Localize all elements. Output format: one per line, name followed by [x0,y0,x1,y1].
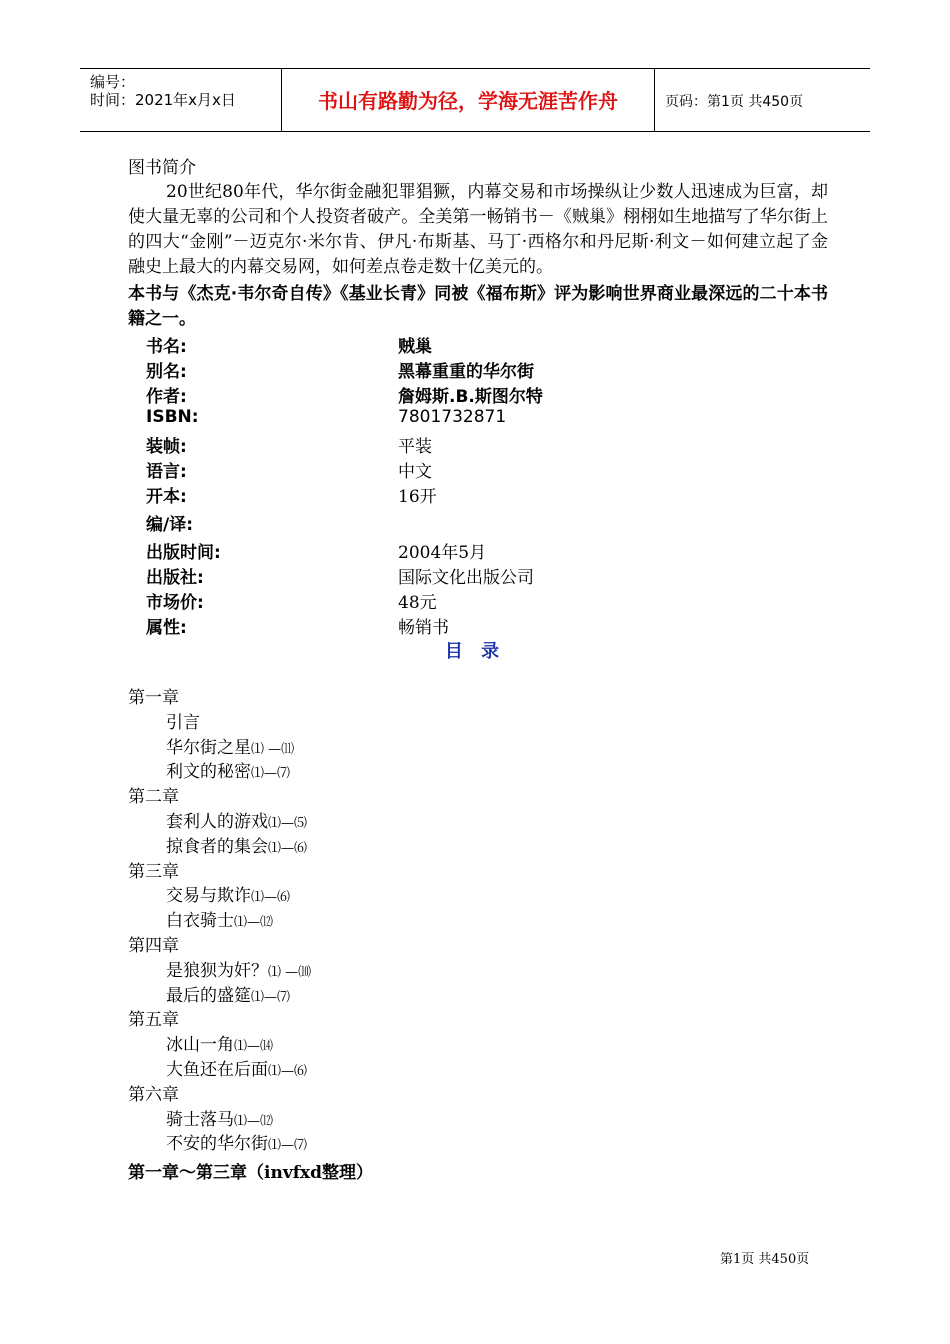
info-label: 装帧: [146,437,187,457]
toc-item-label: 套利人的游戏 [166,811,268,832]
info-value-attribute: 畅销书 [398,618,449,638]
toc-item-label: 掠食者的集会 [166,836,268,857]
info-label: 出版社: [146,568,204,588]
page-header [80,68,870,132]
toc-item-range: ⑴—⑺ [251,766,291,782]
intro-bold-note: 本书与《杰克·韦尔奇自传》《基业长青》同被《福布斯》评为影响世界商业最深远的二十本书籍之一。 [128,284,828,329]
toc-item-range: ⑴—⑹ [268,840,308,856]
header-page-info: 页码：第1页 共450页 [665,94,804,110]
toc-chapter-label: 第五章 [128,1010,179,1031]
toc-item [128,835,311,860]
toc-item-range: ⑴—⑿ [234,915,274,931]
toc-item-range: ⑴ —⑽ [268,964,312,980]
header-page-cell [655,69,870,131]
info-label: 语言: [146,462,187,482]
toc-chapter-label: 第四章 [128,935,179,956]
toc-item-range: ⑴—⑺ [268,1138,308,1154]
toc-item [128,1132,311,1157]
header-meta-cell [80,69,282,131]
toc-item [128,1108,311,1133]
info-value-title: 贼巢 [398,337,432,357]
toc-closing-line: 第一章～第三章（invfxd整理） [128,1163,374,1183]
info-value-isbn: 7801732871 [398,407,507,427]
toc-item [128,984,311,1009]
toc-item-label: 是狼狈为奸？ [166,960,268,981]
info-label: 市场价: [146,593,204,613]
code-label: 编号： [90,73,136,91]
toc-item-label: 最后的盛筵 [166,985,251,1006]
toc-item-label: 大鱼还在后面 [166,1059,268,1080]
motto: 书山有路勤为径，学海无涯苦作舟 [318,89,618,113]
toc-title: 目 录 [444,641,506,662]
info-label: 属性: [146,618,187,638]
toc-item-range: ⑴—⑹ [251,890,291,906]
info-value-price: 48元 [398,593,437,613]
intro-heading: 图书简介 [128,158,196,178]
toc-item [128,810,311,835]
toc-chapter-label: 第二章 [128,787,179,808]
toc-item [128,884,311,909]
toc-item [128,909,311,934]
toc-item-label: 骑士落马 [166,1109,234,1130]
info-value-publisher: 国际文化出版公司 [398,568,534,588]
toc-chapter-label: 第一章 [128,688,179,708]
toc-item-range: ⑴—⑹ [268,1063,308,1079]
info-label: 别名: [146,362,187,382]
date-line: 时间：2021年x月x日 [90,91,236,109]
info-label: 作者: [146,387,187,407]
toc-chapter [128,860,311,885]
info-value-language: 中文 [398,462,432,482]
info-label: 编/译: [146,515,194,535]
intro-paragraph: 20世纪80年代，华尔街金融犯罪猖獗，内幕交易和市场操纵让少数人迅速成为巨富，却使大量无辜的公司和个人投资者破产。全美第一畅销书－《贼巢》栩栩如生地描写了华尔街上的四大“金刚”－迈克尔·米尔肯、伊凡·布斯基、马丁·西格尔和丹尼斯·利文－如何建立起了金融史上最大的内幕交易网，如何差点卷走数十亿美元的。 [128,182,828,277]
info-value-alias: 黑幕重重的华尔街 [398,362,534,382]
info-label: 书名: [146,337,187,357]
toc-item-label: 华尔街之星 [166,737,251,758]
toc-item-label: 交易与欺诈 [166,886,251,907]
toc-item-label: 冰山一角 [166,1035,234,1056]
toc-chapter-label: 第三章 [128,861,179,882]
toc-item-label: 白衣骑士 [166,911,234,932]
toc-chapter [128,785,311,810]
toc-item-range: ⑴—⑸ [268,815,308,831]
info-value-author: 詹姆斯.B.斯图尔特 [398,387,543,407]
info-value-binding: 平装 [398,437,432,457]
info-value-pub-date: 2004年5月 [398,543,487,563]
toc-chapter [128,934,311,959]
page-footer-number: 第1页 共450页 [720,1252,810,1267]
toc-item-range: ⑴ —⑾ [251,741,295,757]
header-motto-cell [282,69,655,131]
toc-item [128,959,311,984]
toc-chapter-label: 第六章 [128,1084,179,1105]
toc-item [128,711,311,736]
toc-item-range: ⑴—⑿ [234,1113,274,1129]
toc-item-range: ⑴—⑺ [251,989,291,1005]
toc-item [128,736,311,761]
info-label: 开本: [146,487,187,507]
info-label: ISBN: [146,407,199,427]
toc-item-label: 利文的秘密 [166,762,251,783]
toc-chapter [128,1083,311,1108]
toc-chapter [128,686,311,711]
info-value-format: 16开 [398,487,437,507]
toc-item-range: ⑴—⒁ [234,1039,274,1055]
info-label: 出版时间: [146,543,221,563]
toc-item [128,1033,311,1058]
toc-item [128,760,311,785]
toc-item-label: 引言 [166,712,200,733]
toc-list [128,686,311,1157]
toc-chapter [128,1008,311,1033]
toc-item-label: 不安的华尔街 [166,1134,268,1155]
toc-item [128,1058,311,1083]
